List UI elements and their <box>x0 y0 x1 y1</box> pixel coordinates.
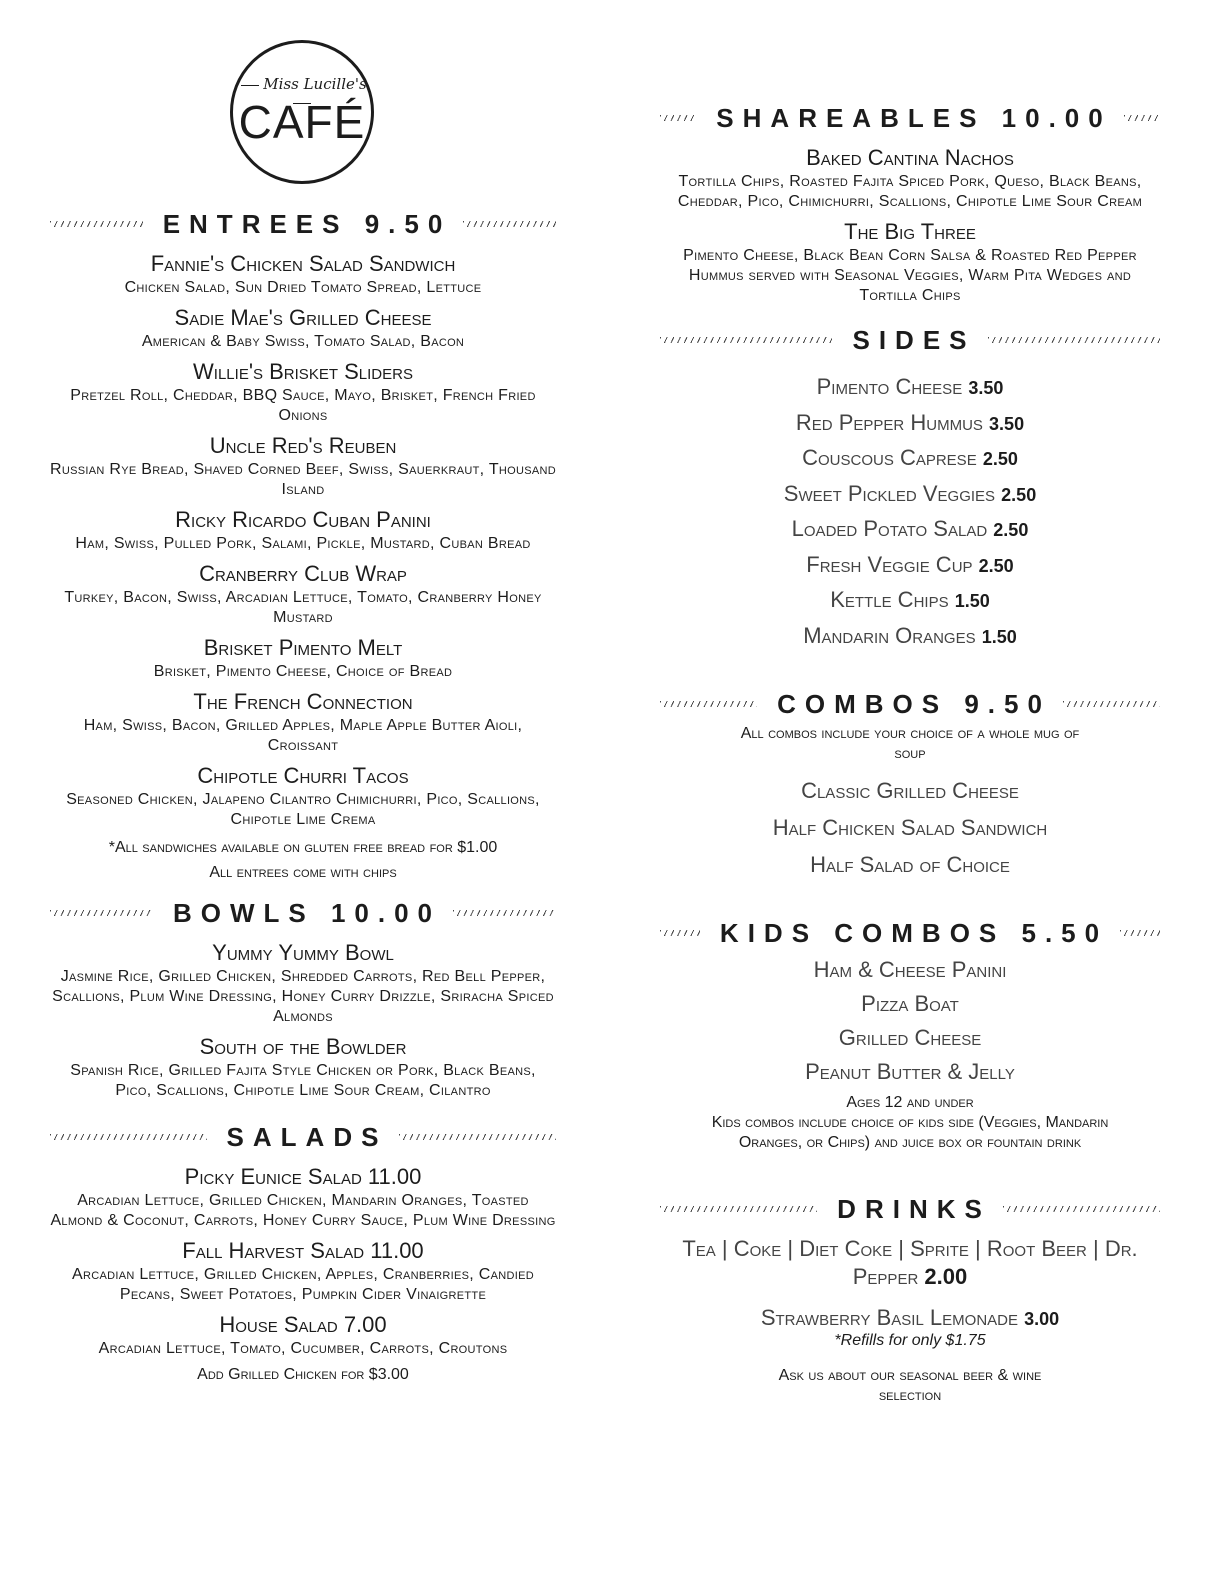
header-rule <box>660 115 696 121</box>
add-chicken-note: Add Grilled Chicken for $3.00 <box>197 1366 409 1383</box>
menu-item <box>50 1311 556 1359</box>
header-rule <box>50 221 143 227</box>
side-item-price: 1.50 <box>981 626 1017 647</box>
combo-item: Half Salad of Choice <box>810 852 1010 877</box>
kids-title: KIDS COMBOS 5.50 <box>719 917 1109 948</box>
header-rule <box>1120 930 1160 936</box>
side-item-name: Red Pepper Hummus <box>795 409 983 435</box>
side-item-price: 1.50 <box>954 591 990 611</box>
side-item <box>660 548 1160 584</box>
menu-item-description: Arcadian Lettuce, Grilled Chicken, Mandarin Oranges, Toasted Almond & Coconut, Carrots, Honey Curry Sauce, Plum Wine Dressing <box>50 1192 556 1229</box>
menu-item-name: Ricky Ricardo Cuban Panini <box>175 507 431 532</box>
menu-item-description: Arcadian Lettuce, Grilled Chicken, Apples, Cranberries, Candied Pecans, Sweet Potatoes, Pumpkin Cider Vinaigrette <box>72 1266 534 1303</box>
entrees-list <box>50 250 556 830</box>
menu-item-name: South of the Bowlder <box>199 1034 407 1059</box>
header-rule <box>1063 701 1160 707</box>
header-rule <box>399 1134 556 1140</box>
kids-list <box>660 953 1160 1089</box>
menu-item-description: Seasoned Chicken, Jalapeno Cilantro Chimichurri, Pico, Scallions, Chipotle Lime Crema <box>66 791 540 828</box>
logo-cafe: CAFÉ <box>238 96 366 148</box>
side-item-name: Kettle Chips <box>830 587 949 612</box>
menu-item <box>50 1033 556 1101</box>
shareables-title: SHAREABLES 10.00 <box>716 102 1112 133</box>
menu-item-name: The Big Three <box>844 219 976 244</box>
menu-item-name: Fannie's Chicken Salad Sandwich <box>150 251 456 276</box>
side-item <box>660 512 1160 548</box>
menu-item-name: Picky Eunice Salad 11.00 <box>184 1164 422 1189</box>
bowls-list <box>50 939 556 1101</box>
bowls-header <box>50 893 556 933</box>
drinks-list <box>670 1235 1150 1291</box>
side-item-price: 2.50 <box>993 520 1029 540</box>
lemonade-price: 3.00 <box>1024 1309 1060 1329</box>
combos-title: COMBOS 9.50 <box>777 688 1051 719</box>
kids-combo-item: Pizza Boat <box>861 991 959 1016</box>
menu-item-name: Fall Harvest Salad 11.00 <box>182 1238 424 1263</box>
side-item-name: Pimento Cheese <box>816 374 963 399</box>
menu-item-description: Tortilla Chips, Roasted Fajita Spiced Pork, Queso, Black Beans, Cheddar, Pico, Chimichurri, Scallions, Chipotle Lime Sour Cream <box>677 173 1143 210</box>
menu-item <box>50 634 556 682</box>
combos-header <box>660 684 1160 724</box>
kids-combo-item: Ham & Cheese Panini <box>813 957 1007 982</box>
shareables-list <box>660 144 1160 306</box>
cafe-logo <box>230 40 374 184</box>
header-rule <box>50 1134 207 1140</box>
menu-item-name: Sadie Mae's Grilled Cheese <box>174 305 432 330</box>
menu-item-description: American & Baby Swiss, Tomato Salad, Bacon <box>141 333 465 350</box>
header-rule <box>1124 115 1160 121</box>
entrees-title: ENTREES 9.50 <box>162 208 452 239</box>
side-item <box>660 441 1160 477</box>
beer-wine-note: Ask us about our seasonal beer & wine selection <box>778 1367 1042 1404</box>
menu-item-name: Baked Cantina Nachos <box>806 145 1014 170</box>
side-item <box>660 619 1160 655</box>
side-item-name: Couscous Caprese <box>802 445 977 470</box>
menu-item <box>50 250 556 298</box>
lemonade-name: Strawberry Basil Lemonade <box>760 1305 1018 1330</box>
combo-item: Classic Grilled Cheese <box>801 778 1019 803</box>
side-item-name: Sweet Pickled Veggies <box>783 480 996 506</box>
right-column <box>660 98 1160 1406</box>
lemonade-item <box>660 1305 1160 1332</box>
side-item-name: Mandarin Oranges <box>803 622 976 648</box>
side-item-name: Fresh Veggie Cup <box>806 551 973 577</box>
side-item-price: 2.50 <box>982 449 1018 469</box>
drinks-names: Tea | Coke | Diet Coke | Sprite | Root Beer | Dr. Pepper <box>682 1236 1138 1289</box>
header-rule <box>50 910 153 916</box>
kids-age-note: Ages 12 and under <box>846 1094 974 1111</box>
salads-title: SALADS <box>226 1121 388 1152</box>
menu-item-description: Ham, Swiss, Bacon, Grilled Apples, Maple Apple Butter Aioli, Croissant <box>83 717 523 754</box>
header-rule <box>988 337 1160 343</box>
combo-item: Half Chicken Salad Sandwich <box>772 815 1048 840</box>
side-item-price: 3.50 <box>968 378 1004 398</box>
kids-header <box>660 913 1160 953</box>
menu-item <box>50 939 556 1027</box>
menu-item-description: Ham, Swiss, Pulled Pork, Salami, Pickle, Mustard, Cuban Bread <box>75 535 531 552</box>
header-rule <box>660 701 757 707</box>
menu-item-description: Chicken Salad, Sun Dried Tomato Spread, Lettuce <box>124 279 482 296</box>
menu-item-description: Brisket, Pimento Cheese, Choice of Bread <box>153 663 453 680</box>
menu-item-name: Chipotle Churri Tacos <box>197 763 409 788</box>
side-item-name: Loaded Potato Salad <box>791 516 988 541</box>
side-item-price: 3.50 <box>989 413 1025 434</box>
sides-header <box>660 320 1160 360</box>
menu-item-name: Uncle Red's Reuben <box>209 433 397 458</box>
menu-item-description: Russian Rye Bread, Shaved Corned Beef, Swiss, Sauerkraut, Thousand Island <box>50 461 557 498</box>
bowls-title: BOWLS 10.00 <box>172 897 442 928</box>
side-item <box>660 406 1160 442</box>
sides-title: SIDES <box>852 324 976 355</box>
entrees-header <box>50 204 556 244</box>
menu-item <box>50 688 556 756</box>
menu-item-description: Arcadian Lettuce, Tomato, Cucumber, Carrots, Croutons <box>98 1340 508 1357</box>
kids-combo-item: Grilled Cheese <box>838 1025 982 1050</box>
shareables-header <box>660 98 1160 138</box>
combos-note: All combos include your choice of a whole mug of soup <box>740 725 1080 762</box>
menu-item-description: Spanish Rice, Grilled Fajita Style Chicken or Pork, Black Beans, Pico, Scallions, Chipotle Lime Sour Cream, Cilantro <box>70 1062 536 1099</box>
menu-item-name: Brisket Pimento Melt <box>203 635 403 660</box>
salads-header <box>50 1117 556 1157</box>
menu-item <box>50 506 556 554</box>
menu-item <box>50 762 556 830</box>
side-item-price: 2.50 <box>978 555 1014 576</box>
header-rule <box>660 337 832 343</box>
entrees-chips-note: All entrees come with chips <box>209 864 397 881</box>
menu-item-description: Pretzel Roll, Cheddar, BBQ Sauce, Mayo, Brisket, French Fried Onions <box>70 387 536 424</box>
menu-item-description: Turkey, Bacon, Swiss, Arcadian Lettuce, Tomato, Cranberry Honey Mustard <box>64 589 542 626</box>
header-rule <box>1003 1206 1160 1212</box>
menu-item-name: Willie's Brisket Sliders <box>193 359 413 384</box>
menu-item <box>50 304 556 352</box>
menu-item-name: The French Connection <box>193 689 413 714</box>
combos-list <box>660 772 1160 883</box>
kids-combo-item: Peanut Butter & Jelly <box>805 1059 1015 1084</box>
salads-list <box>50 1163 556 1359</box>
refill-note: *Refills for only $1.75 <box>834 1332 986 1349</box>
header-rule <box>463 221 556 227</box>
menu-item-name: Cranberry Club Wrap <box>199 561 407 586</box>
menu-item-description: Jasmine Rice, Grilled Chicken, Shredded Carrots, Red Bell Pepper, Scallions, Plum Wine Dressing, Honey Curry Drizzle, Sriracha Spiced Almonds <box>52 968 554 1025</box>
menu-item <box>50 432 556 500</box>
drinks-price: 2.00 <box>924 1264 968 1289</box>
menu-item-name: House Salad 7.00 <box>219 1312 387 1337</box>
header-rule <box>453 910 556 916</box>
menu-item-description: Pimento Cheese, Black Bean Corn Salsa & Roasted Red Pepper Hummus served with Seasonal Veggies, Warm Pita Wedges and Tortilla Chips <box>683 247 1137 304</box>
side-item <box>660 583 1160 619</box>
menu-item <box>660 218 1160 306</box>
menu-item <box>50 1237 556 1305</box>
menu-item-name: Yummy Yummy Bowl <box>212 940 394 965</box>
gluten-free-note: *All sandwiches available on gluten free bread for $1.00 <box>108 839 498 856</box>
logo-script: Miss Lucille's <box>233 75 371 111</box>
header-rule <box>660 930 700 936</box>
drinks-header <box>660 1189 1160 1229</box>
side-item <box>660 370 1160 406</box>
left-column <box>50 204 556 1385</box>
header-rule <box>660 1206 817 1212</box>
menu-item <box>50 560 556 628</box>
side-item-price: 2.50 <box>1001 484 1037 505</box>
drinks-title: DRINKS <box>837 1193 991 1224</box>
menu-item <box>50 358 556 426</box>
sides-list <box>660 370 1160 654</box>
kids-side-note: Kids combos include choice of kids side (Veggies, Mandarin Oranges, or Chips) and juice box or fountain drink <box>711 1114 1109 1151</box>
side-item <box>660 477 1160 513</box>
menu-item <box>50 1163 556 1231</box>
menu-item <box>660 144 1160 212</box>
